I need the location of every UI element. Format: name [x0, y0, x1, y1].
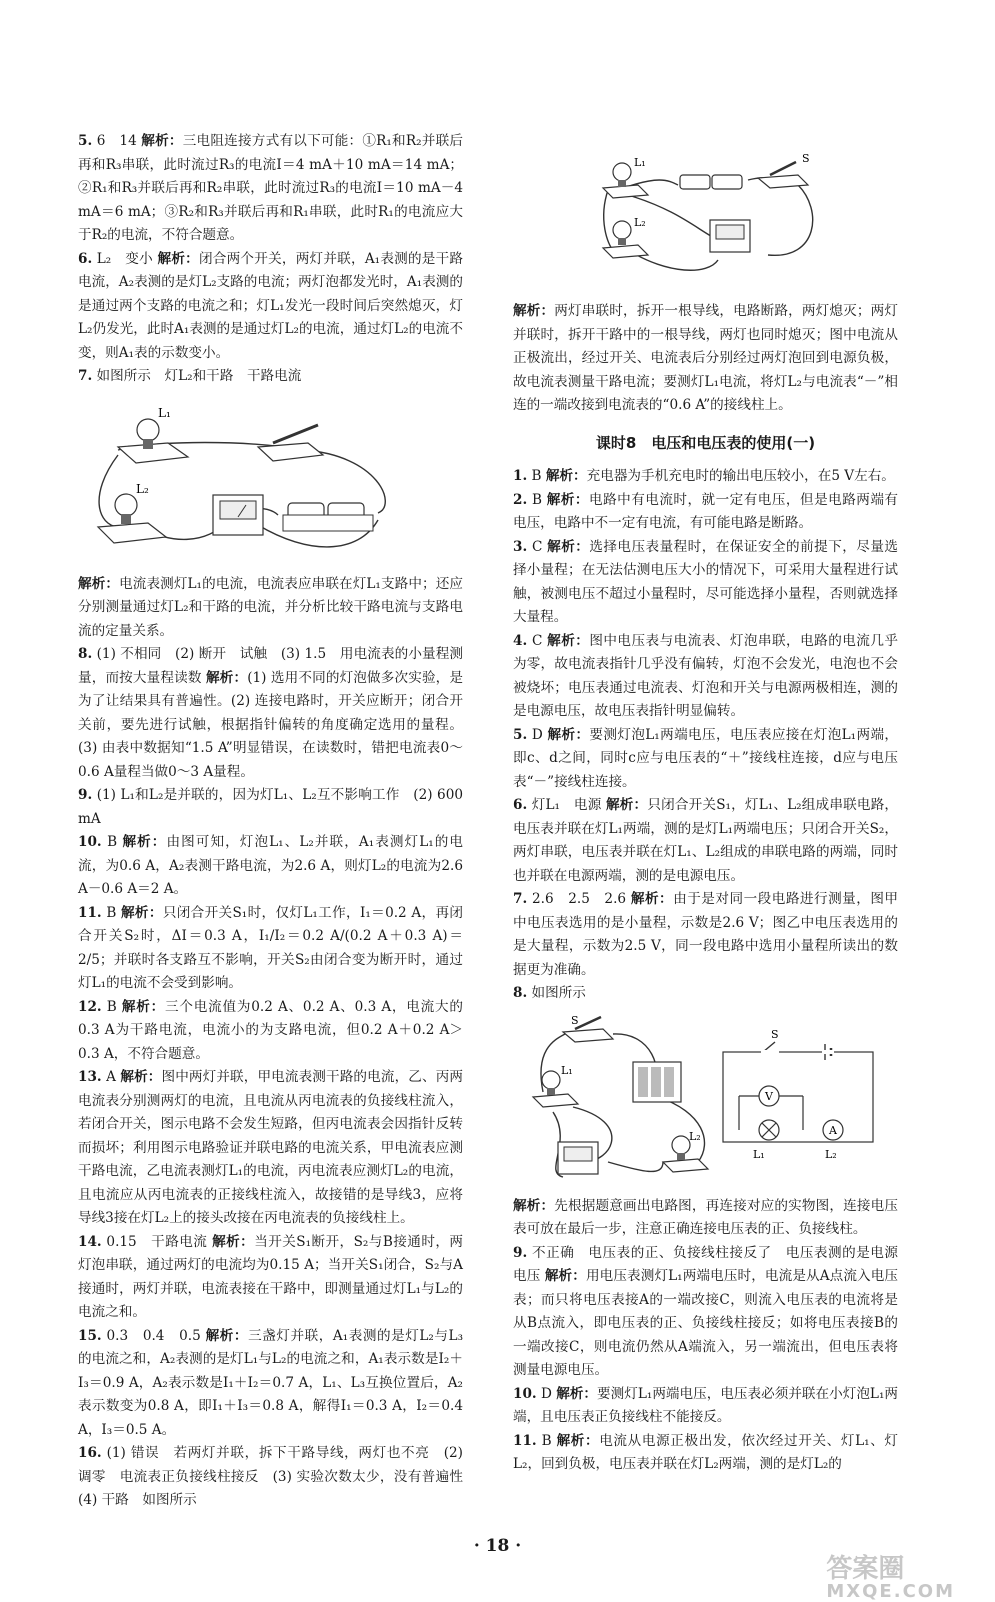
figure-q8: [513, 1012, 898, 1187]
answer-item: [513, 465, 898, 489]
item-answer: 不正确 电压表的正、负接线柱接反了 电压表测的是电源电压: [513, 1244, 898, 1284]
item-answer: 6 14: [96, 133, 137, 149]
item-num: 5.: [78, 133, 93, 149]
item-text: 电流从电源正极出发，依次经过开关、灯L₁、灯L₂，回到负极，电压表并联在灯L₂两端，测的是灯L₂的: [513, 1432, 899, 1472]
left-column: [78, 130, 477, 1513]
item-label: 解析：: [513, 303, 555, 319]
answer-item: [78, 784, 463, 831]
item-answer: 如图所示: [531, 985, 586, 1001]
figure-right-top: [598, 150, 828, 284]
item-answer: B: [106, 998, 117, 1015]
item-num: 8.: [513, 985, 528, 1001]
item-num: 14.: [78, 1233, 102, 1250]
item-num: 12.: [78, 998, 102, 1015]
item-label: 解析：: [556, 1385, 598, 1402]
answer-item: [78, 1231, 463, 1325]
item-answer: B: [106, 904, 117, 921]
answer-item: [78, 130, 463, 248]
section-title: 课时8 电压和电压表的使用(一): [595, 433, 816, 452]
item-text: 闭合两个开关，两灯并联，A₁表测的是干路电流，A₂表测的是灯L₂支路的电流；两灯泡都发光时，A₁表测的是通过两个支路的电流之和；灯L₁发光一段时间后突然熄灭，灯L₂仍发光，此时A₁表测的是通过灯L₂的电流，通过灯L₂的电流不变，则A₁表的示数变小。: [78, 250, 464, 361]
item-answer: 如图所示 灯L₂和干路 干路电流: [96, 368, 302, 384]
label-a: A: [829, 1123, 837, 1137]
answer-item: [78, 1066, 463, 1231]
item-num: 2.: [513, 491, 528, 508]
item-label: 解析：: [122, 834, 167, 850]
answer-item: [513, 1430, 898, 1477]
answer-item: [78, 1442, 477, 1513]
watermark-logo: 答案圈 MXQE.COM: [826, 1554, 955, 1602]
q7-analysis: 解析：电流表测灯L₁的电流，电流表应串联在灯L₁支路中；还应分别测量通过灯L₂和干路的电流，并分析比较干路电流与支路电流的定量关系。: [78, 575, 464, 639]
item-label: 解析：: [556, 1432, 600, 1449]
item-answer: 0.3 0.4 0.5: [106, 1327, 201, 1344]
item-answer: C: [531, 538, 543, 555]
item-label: 解析：: [121, 904, 163, 921]
item-answer: L₂ 变小: [96, 250, 153, 267]
label-v: V: [765, 1089, 773, 1103]
item-label: 解析：: [547, 726, 590, 743]
item-label: 解析：: [630, 891, 674, 907]
item-answer: B: [531, 468, 542, 484]
item-num: 11.: [513, 1432, 537, 1449]
item-label: 解析：: [121, 998, 165, 1015]
answer-item: [513, 489, 898, 536]
item-text: 电路中有电流时，就一定有电压，但是电路两端有电压，电路中不一定有电流，有可能电路是断路。: [513, 491, 898, 531]
item-answer: (1) 错误 若两灯并联，拆下干路导线，两灯也不亮 (2) 调零 电流表正负接线柱接反 (3) 实验次数太少，没有普遍性 (4) 干路 如图所示: [78, 1445, 477, 1508]
item-answer: B: [107, 834, 118, 850]
item-answer: B: [532, 491, 542, 508]
answer-item: [513, 1242, 898, 1383]
item-text: 要测灯泡L₁两端电压，电压表应接在灯泡L₁两端，即c、d之间，同时c应与电压表的“＋”接线柱连接，d应与电压表“－”接线柱连接。: [513, 726, 899, 790]
item-text: 两灯串联时，拆开一根导线，电路断路，两灯熄灭；两灯并联时，拆开干路中的一根导线，两灯也同时熄灭；图中电流从正极流出，经过开关、电流表后分别经过两灯泡回到电源负极，故电流表测量干路电流；要测灯L₁电流，将灯L₂与电流表“－”相连的一端改接到电流表的“0.6 A”的接线柱上。: [513, 303, 899, 413]
label-l1: L₁: [634, 156, 646, 169]
circuit-figure-q8: [513, 1012, 898, 1187]
answer-item: [513, 1383, 898, 1430]
item-num: 11.: [78, 904, 102, 921]
answer-item: [78, 643, 463, 784]
item-text: (1) 选用不同的灯泡做多次实验，是为了让结果具有普遍性。(2) 连接电路时，开关应断开；闭合开关前，要先进行试触，根据指针偏转的角度确定选用的量程。(3) 由表中数据知“1.5 A”明显错误，在读数时，错把电流表0～0.6 A量程当做0～3 A量程。: [78, 669, 464, 780]
item-text: 三电阻连接方式有以下可能：①R₁和R₂并联后再和R₃串联，此时流过R₃的电流I＝4 mA＋10 mA＝14 mA；②R₁和R₃并联后再和R₂串联，此时流过R₃的电流I＝10 mA－4 mA＝6 mA；③R₂和R₃并联后再和R₁串联，此时R₁的电流应大于R₂的电流，不符合题意。: [78, 133, 463, 243]
item-num: 9.: [513, 1244, 528, 1261]
answer-item: [78, 1325, 463, 1443]
figure-q7: [78, 395, 463, 565]
item-text: 由于是对同一段电路进行测量，图甲中电压表选用的是小量程，示数是2.6 V；图乙中电压表选用的是大量程，示数为2.5 V，同一段电路中选用小量程所读出的数据更为准确。: [513, 891, 899, 978]
item-num: 7.: [513, 891, 528, 907]
answer-item: [78, 902, 463, 996]
item-num: 8.: [78, 646, 93, 662]
answer-item: [513, 794, 898, 888]
answer-item: [513, 630, 898, 724]
item-label: 解析：: [157, 250, 199, 267]
label-s-physical: S: [571, 1013, 579, 1027]
item-label: 解析：: [546, 491, 589, 508]
label-l2: L₂: [136, 481, 149, 496]
circuit-figure-q7: [78, 395, 408, 565]
item-answer: A: [106, 1069, 116, 1085]
item-num: 5.: [513, 726, 528, 743]
item-num: 9.: [78, 787, 93, 803]
answer-item: [513, 982, 898, 1006]
item-label: 解析：: [547, 538, 590, 555]
item-text: 图中两灯并联，甲电流表测干路的电流，乙、丙两电流表分别测两灯的电流，且电流从丙电流表的负接线柱流入，若闭合开关，图示电路不会发生短路，但丙电流表会因指针反转而损坏；利用图示电路验证并联电路的电流关系，甲电流表应测干路电流，乙电流表测灯L₁的电流，丙电流表应测灯L₂的电流，且电流应从丙电流表的正接线柱流入，故接错的是导线3，应将导线3接在灯L₂上的接头改接在丙电流表的负接线柱上。: [78, 1069, 463, 1226]
item-label: 解析：: [544, 1268, 586, 1284]
item-text: 由图可知，灯泡L₁、L₂并联，A₁表测灯L₁的电流，为0.6 A，A₂表测干路电流，为2.6 A，则灯L₂的电流为2.6 A－0.6 A＝2 A。: [78, 834, 464, 897]
label-s: S: [802, 152, 810, 165]
item-answer: 2.6 2.5 2.6: [532, 891, 627, 907]
item-label: 解析：: [212, 1233, 255, 1250]
item-num: 1.: [513, 468, 528, 484]
circuit-figure-16: [598, 150, 828, 280]
answer-item: [78, 248, 463, 366]
item-label: 解析：: [206, 669, 248, 686]
item-num: 15.: [78, 1327, 102, 1344]
item-num: 4.: [513, 632, 528, 649]
item-label: 解析：: [120, 1069, 162, 1085]
item-label: 解析：: [141, 133, 183, 149]
label-l1-schematic: L₁: [753, 1147, 765, 1161]
label-l1: L₁: [158, 405, 171, 420]
item-text: 充电器为手机充电时的输出电压较小，在5 V左右。: [586, 468, 895, 484]
label-l1-physical: L₁: [561, 1063, 573, 1077]
item-answer: D: [531, 726, 543, 743]
item-label: 解析：: [205, 1327, 249, 1344]
item-text: 用电压表测灯L₁两端电压时，电流是从A点流入电压表；而只将电压表接A的一端改接C，则流入电压表的电流将是从B点流入，即电压表的正、负接线柱接反；如将电压表接B的一端改接C，则电流仍然从A端流入，另一端流出，但电压表将测量电源电压。: [513, 1268, 899, 1378]
item-text: 三个电流值为0.2 A、0.2 A、0.3 A，电流大的0.3 A为干路电流，电流小的为支路电流，但0.2 A＋0.2 A＞0.3 A，不符合题意。: [78, 998, 464, 1062]
item-num: 3.: [513, 538, 528, 555]
item-label: 解析：: [547, 632, 590, 649]
answer-item: [513, 724, 898, 795]
item-num: 10.: [78, 834, 102, 850]
item-text: 图中电压表与电流表、灯泡串联，电路的电流几乎为零，故电流表指针几乎没有偏转，灯泡不会发光，电泡也不会被烧坏；电压表通过电流表、灯泡和开关与电源两极相连，测的是电源电压，故电压表指针明显偏转。: [513, 632, 898, 719]
item-answer: (1) L₁和L₂是并联的，因为灯L₁、L₂互不影响工作 (2) 600 mA: [78, 787, 463, 827]
item-num: 6.: [513, 797, 528, 813]
item-answer: D: [540, 1385, 552, 1402]
item-answer: (1) 不相同 (2) 断开 试触 (3) 1.5 用电流表的小量程测量，而按大量程读数: [78, 646, 463, 686]
q8-analysis: 解析：先根据题意画出电路图，再连接对应的实物图，连接电压表可放在最后一步，注意正确连接电压表的正、负接线柱。: [513, 1197, 899, 1237]
item-num: 10.: [513, 1385, 537, 1402]
item-text: 只闭合开关S₁时，仅灯L₁工作，I₁＝0.2 A，再闭合开关S₂时，ΔI＝0.3 A，I₁/I₂＝0.2 A/(0.2 A＋0.3 A)＝2/5；并联时各支路互不影响，开关S₂由闭合变为断开时，通过灯L₁的电流不会受到影响。: [78, 904, 463, 991]
answer-item: [78, 831, 463, 902]
answer-item: [78, 365, 463, 389]
item-text: 当开关S₁断开，S₂与B接通时，两灯泡串联，通过两灯的电流均为0.15 A；当开关S₁闭合，S₂与A接通时，两灯并联，电流表接在干路中，即测量通过灯L₁与L₂的电流之和。: [78, 1233, 463, 1320]
label-l2: L₂: [634, 216, 646, 229]
item-num: 13.: [78, 1069, 102, 1085]
label-s-schematic: S: [771, 1027, 779, 1041]
item-answer: 灯L₁ 电源: [531, 797, 602, 813]
answer-item: [513, 300, 898, 418]
item-num: 7.: [78, 368, 93, 384]
item-answer: 0.15 干路电流: [106, 1233, 208, 1250]
item-answer: C: [531, 632, 543, 649]
item-answer: B: [541, 1432, 552, 1449]
item-text: 三盏灯并联，A₁表测的是灯L₂与L₃的电流之和，A₂表测的是灯L₁与L₂的电流之和，A₁表示数是I₂＋I₃＝0.9 A，A₂表示数是I₁＋I₂＝0.7 A，L₁、L₃互换位置后，A₂表示数变为0.8 A，即I₁＋I₃＝0.8 A，解得I₁＝0.3 A，I₂＝0.4 A，I₃＝0.5 A。: [78, 1327, 464, 1438]
item-text: 只闭合开关S₁，灯L₁、L₂组成串联电路，电压表并联在灯L₁两端，测的是灯L₁两端电压；只闭合开关S₂，两灯串联，电压表并联在灯L₁、L₂组成的串联电路的两端，同时也并联在电源两端，测的是电源电压。: [513, 797, 899, 884]
item-num: 16.: [78, 1445, 102, 1461]
item-text: 要测灯L₁两端电压，电压表必须并联在小灯泡L₁两端，且电压表正负接线柱不能接反。: [513, 1385, 898, 1425]
answer-item: [513, 536, 898, 630]
label-l2-physical: L₂: [689, 1129, 701, 1143]
item-num: 6.: [78, 250, 93, 267]
item-text: 选择电压表量程时，在保证安全的前提下，尽量选择小量程；在无法估测电压大小的情况下，可采用大量程进行试触，被测电压不超过小量程时，尽可能选择小量程，否则就选择大量程。: [513, 538, 898, 625]
answer-item: [513, 888, 898, 982]
item-label: 解析：: [606, 797, 648, 813]
right-column: [513, 300, 898, 1477]
item-label: 解析：: [545, 468, 587, 484]
label-l2-schematic: L₂: [825, 1147, 837, 1161]
page-number: · 18 ·: [473, 1536, 522, 1556]
answer-item: [78, 996, 463, 1067]
